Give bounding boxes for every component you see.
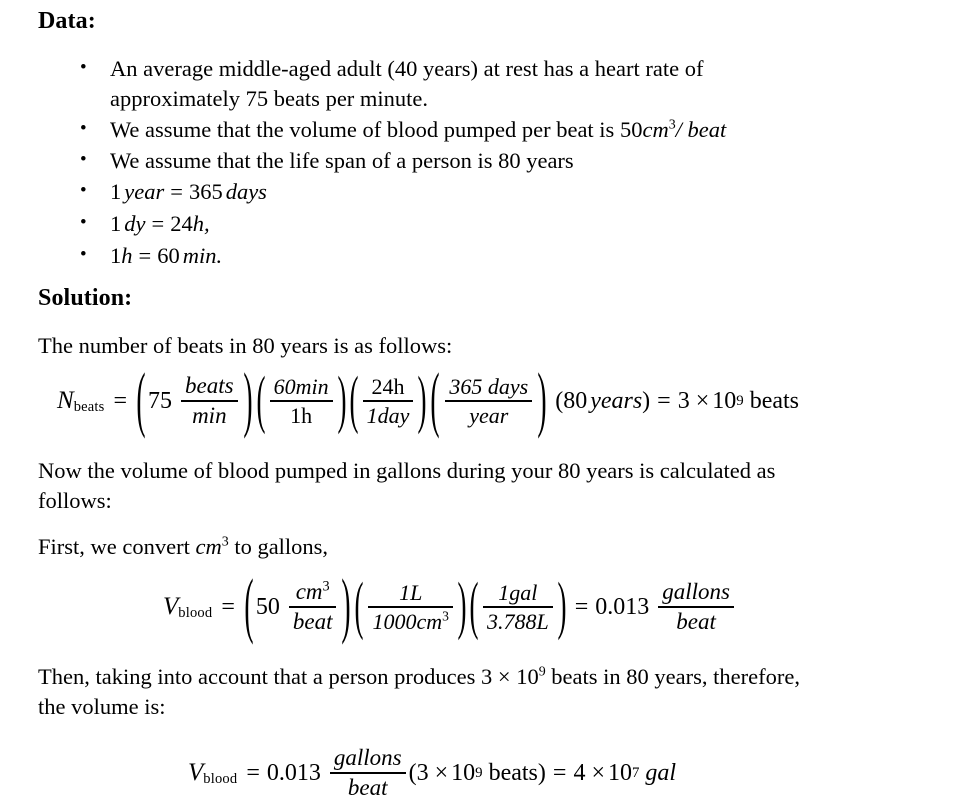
right-paren-icon: ) (337, 364, 347, 436)
eq3-result-base: 10 (607, 759, 632, 786)
eq2-result-value: 0.013 (595, 593, 650, 620)
year-equals: = (170, 179, 183, 204)
eq2-result-equals: = (574, 593, 589, 620)
right-paren-icon: ) (341, 565, 352, 647)
eq1-result-equals: = (657, 387, 671, 414)
convert-units-paragraph (38, 532, 328, 562)
eq1-factor2-fraction (270, 375, 333, 427)
list-item (78, 146, 928, 176)
left-paren-icon: ( (349, 364, 359, 436)
eq2-factor1-denominator: beat (292, 608, 333, 634)
eq1-factor1-fraction (181, 374, 238, 428)
eq3-lhs-subscript: blood (203, 771, 238, 788)
then-paragraph (38, 662, 800, 722)
day-lhs-unit: dy (124, 211, 146, 236)
eq2-factor3-fraction (483, 581, 553, 633)
eq3-beats-label: beats) (488, 759, 546, 786)
eq3-rate-value: 0.013 (266, 759, 321, 786)
day-equals: = (151, 211, 165, 236)
eq2-factor2-numerator: 1L (399, 580, 423, 606)
day-rhs-unit: h, (192, 211, 210, 236)
eq2-factor3-denominator: 3.788L (486, 608, 549, 634)
eq2-result-numerator: gallons (662, 579, 730, 604)
fraction-bar (330, 772, 406, 774)
multiplication-sign-icon: × (434, 759, 449, 786)
equation-total-volume: $V_{blood}$ = 0.013 $\frac{\text{gallons}}{\text{beat}}$ (3 × 10 9 beats) = 4 × 10 7 gal (188, 745, 677, 800)
eq2-factor1-fraction (289, 580, 337, 634)
eq1-lhs (57, 387, 105, 416)
year-rhs-unit: days (225, 179, 267, 204)
eq2-factor2-fraction (368, 581, 452, 633)
eq2-lhs-variable: V (163, 593, 179, 621)
hour-rhs-number: 60 (157, 243, 180, 268)
eq1-factor1-numerator: beats (185, 373, 234, 398)
volume-intro-line2: follows: (38, 488, 112, 513)
bullet-heart-rate-line2: approximately 75 beats per minute. (110, 86, 429, 111)
hour-lhs-unit: h (121, 243, 133, 268)
eq1-result-unit: beats (749, 387, 800, 414)
eq3-result-equals: = (552, 759, 567, 786)
volume-intro-line1: Now the volume of blood pumped in gallons during your 80 years is calculated as (38, 458, 776, 483)
then-base: 10 (516, 664, 539, 689)
equation-volume-per-beat (163, 565, 737, 647)
eq1-factor4-numerator: 365 days (449, 374, 529, 400)
fraction-bar (658, 606, 734, 608)
bullet-blood-value: 50 (619, 117, 643, 142)
day-rhs-number: 24 (170, 211, 193, 236)
multiplication-sign-icon: × (497, 664, 511, 689)
right-paren-icon: ) (557, 570, 567, 642)
right-paren-icon: ) (537, 359, 547, 441)
multiplication-sign-icon: × (695, 387, 710, 414)
volume-intro-paragraph (38, 456, 775, 516)
then-line2: the volume is: (38, 694, 166, 719)
eq3-lhs-variable: V (188, 759, 204, 787)
eq2-lhs (163, 593, 213, 622)
hour-equals: = (138, 243, 152, 268)
bullet-blood-unit: cm (642, 117, 669, 142)
eq3-rate-numerator: gallons (333, 745, 402, 770)
list-item (78, 54, 928, 114)
right-paren-icon: ) (242, 359, 253, 441)
eq2-factor1-numerator: $cm^3$ (295, 578, 330, 604)
left-paren-icon: ( (244, 565, 254, 647)
eq3-rate-denominator: beat (347, 774, 388, 800)
bullet-blood-suffix: / beat (675, 117, 727, 142)
left-paren-icon: ( (354, 570, 364, 642)
right-paren-icon: ) (417, 364, 427, 436)
eq1-years-factor: (80 years) (555, 387, 651, 414)
bullet-blood-exponent: 3 (668, 117, 676, 133)
left-paren-icon: ( (430, 359, 440, 441)
then-text-a: Then, taking into account that a person produces 3 (38, 664, 493, 689)
then-text-b: beats in 80 years, therefore, (545, 664, 800, 689)
list-item (78, 209, 928, 239)
eq1-factor2-denominator: 1h (290, 402, 313, 428)
left-paren-icon: ( (136, 359, 146, 441)
left-paren-icon: ( (256, 364, 266, 436)
fraction-bar (270, 400, 333, 402)
eq2-factor2-denominator-exponent: 3 (442, 608, 449, 624)
eq3-beats-open: (3 (408, 759, 429, 786)
eq1-years-number: 80 (563, 387, 588, 414)
eq3-result-coefficient: 4 (573, 759, 586, 786)
convert-unit: cm (195, 534, 222, 559)
fraction-bar (181, 400, 238, 402)
eq2-result-denominator: beat (676, 608, 716, 634)
bullet-blood-per-beat-prefix: We assume that the volume of blood pumped per beat is (110, 117, 620, 142)
fraction-bar (363, 400, 414, 402)
fraction-bar (445, 400, 532, 402)
eq2-factor3-numerator: 1gal (498, 580, 538, 606)
eq1-equals-sign: = (113, 387, 128, 414)
multiplication-sign-icon: × (591, 759, 605, 786)
convert-suffix: to gallons, (228, 534, 329, 559)
eq1-factor3-fraction (363, 375, 414, 427)
eq3-equals-sign: = (246, 759, 260, 786)
eq2-factor1-coefficient: 50 (255, 593, 280, 620)
list-item (78, 115, 928, 145)
bullet-life-span-text: We assume that the life span of a person is 80 years (110, 148, 574, 173)
year-lhs-unit: year (124, 179, 165, 204)
eq3-rate-fraction (330, 746, 406, 800)
eq3-result-unit: gal (645, 759, 677, 786)
data-bullet-list (78, 54, 928, 273)
year-lhs-number: 1 (110, 179, 122, 204)
day-lhs-number: 1 (110, 211, 122, 236)
eq1-factor2-numerator: 60min (273, 374, 329, 400)
fraction-bar (289, 606, 337, 608)
eq1-factor4-denominator: year (469, 402, 509, 428)
fraction-bar (483, 606, 553, 608)
eq1-result-base: 10 (712, 387, 737, 414)
eq3-beats-base: 10 (451, 759, 476, 786)
eq1-factor1-coefficient: 75 (148, 387, 173, 414)
eq2-result-fraction (658, 580, 734, 634)
bullet-heart-rate-line1: An average middle-aged adult (40 years) at rest has a heart rate of (110, 56, 704, 81)
data-heading: Data: (38, 8, 96, 34)
eq3-lhs (188, 759, 238, 788)
right-paren-icon: ) (457, 570, 467, 642)
eq1-lhs-subscript: beats (73, 399, 105, 416)
solution-heading: Solution: (38, 285, 133, 311)
eq2-lhs-subscript: blood (178, 605, 213, 622)
fraction-bar (368, 606, 452, 608)
convert-prefix: First, we convert (38, 534, 196, 559)
eq1-factor1-denominator: min (192, 402, 227, 428)
equation-number-of-beats: $N_{beats}$ = ( 75 $\frac{\text{beats}}{\min}$ ) ( $\frac{60\min}{1h}$ ) ( $\frac{24h}{\text{1day}}$ ) ( $\frac{\text{365 days}}{\text{year}}$ ) (80 years) = 3 × 10 9 beats (57, 359, 800, 441)
left-paren-icon: ( (469, 570, 479, 642)
eq1-lhs-variable: N (57, 387, 74, 415)
list-item (78, 241, 928, 271)
hour-lhs-number: 1 (110, 243, 122, 268)
hour-rhs-unit: min. (182, 243, 223, 268)
eq2-equals-sign: = (221, 593, 235, 620)
convert-unit-exponent: 3 (221, 534, 229, 550)
eq1-result-coefficient: 3 (677, 387, 690, 414)
eq1-years-unit: years (590, 387, 643, 414)
eq2-factor2-denominator: $1000cm^3$ (372, 608, 449, 634)
then-exponent: 9 (538, 664, 546, 680)
eq2-factor1-numerator-exponent: 3 (322, 578, 330, 595)
beats-intro-paragraph: The number of beats in 80 years is as follows: (38, 333, 453, 358)
eq1-factor3-numerator: 24h (371, 374, 405, 400)
eq1-factor4-fraction (445, 375, 532, 427)
year-rhs-number: 365 (188, 179, 223, 204)
list-item (78, 177, 928, 207)
eq1-factor3-denominator: 1day (366, 402, 410, 428)
